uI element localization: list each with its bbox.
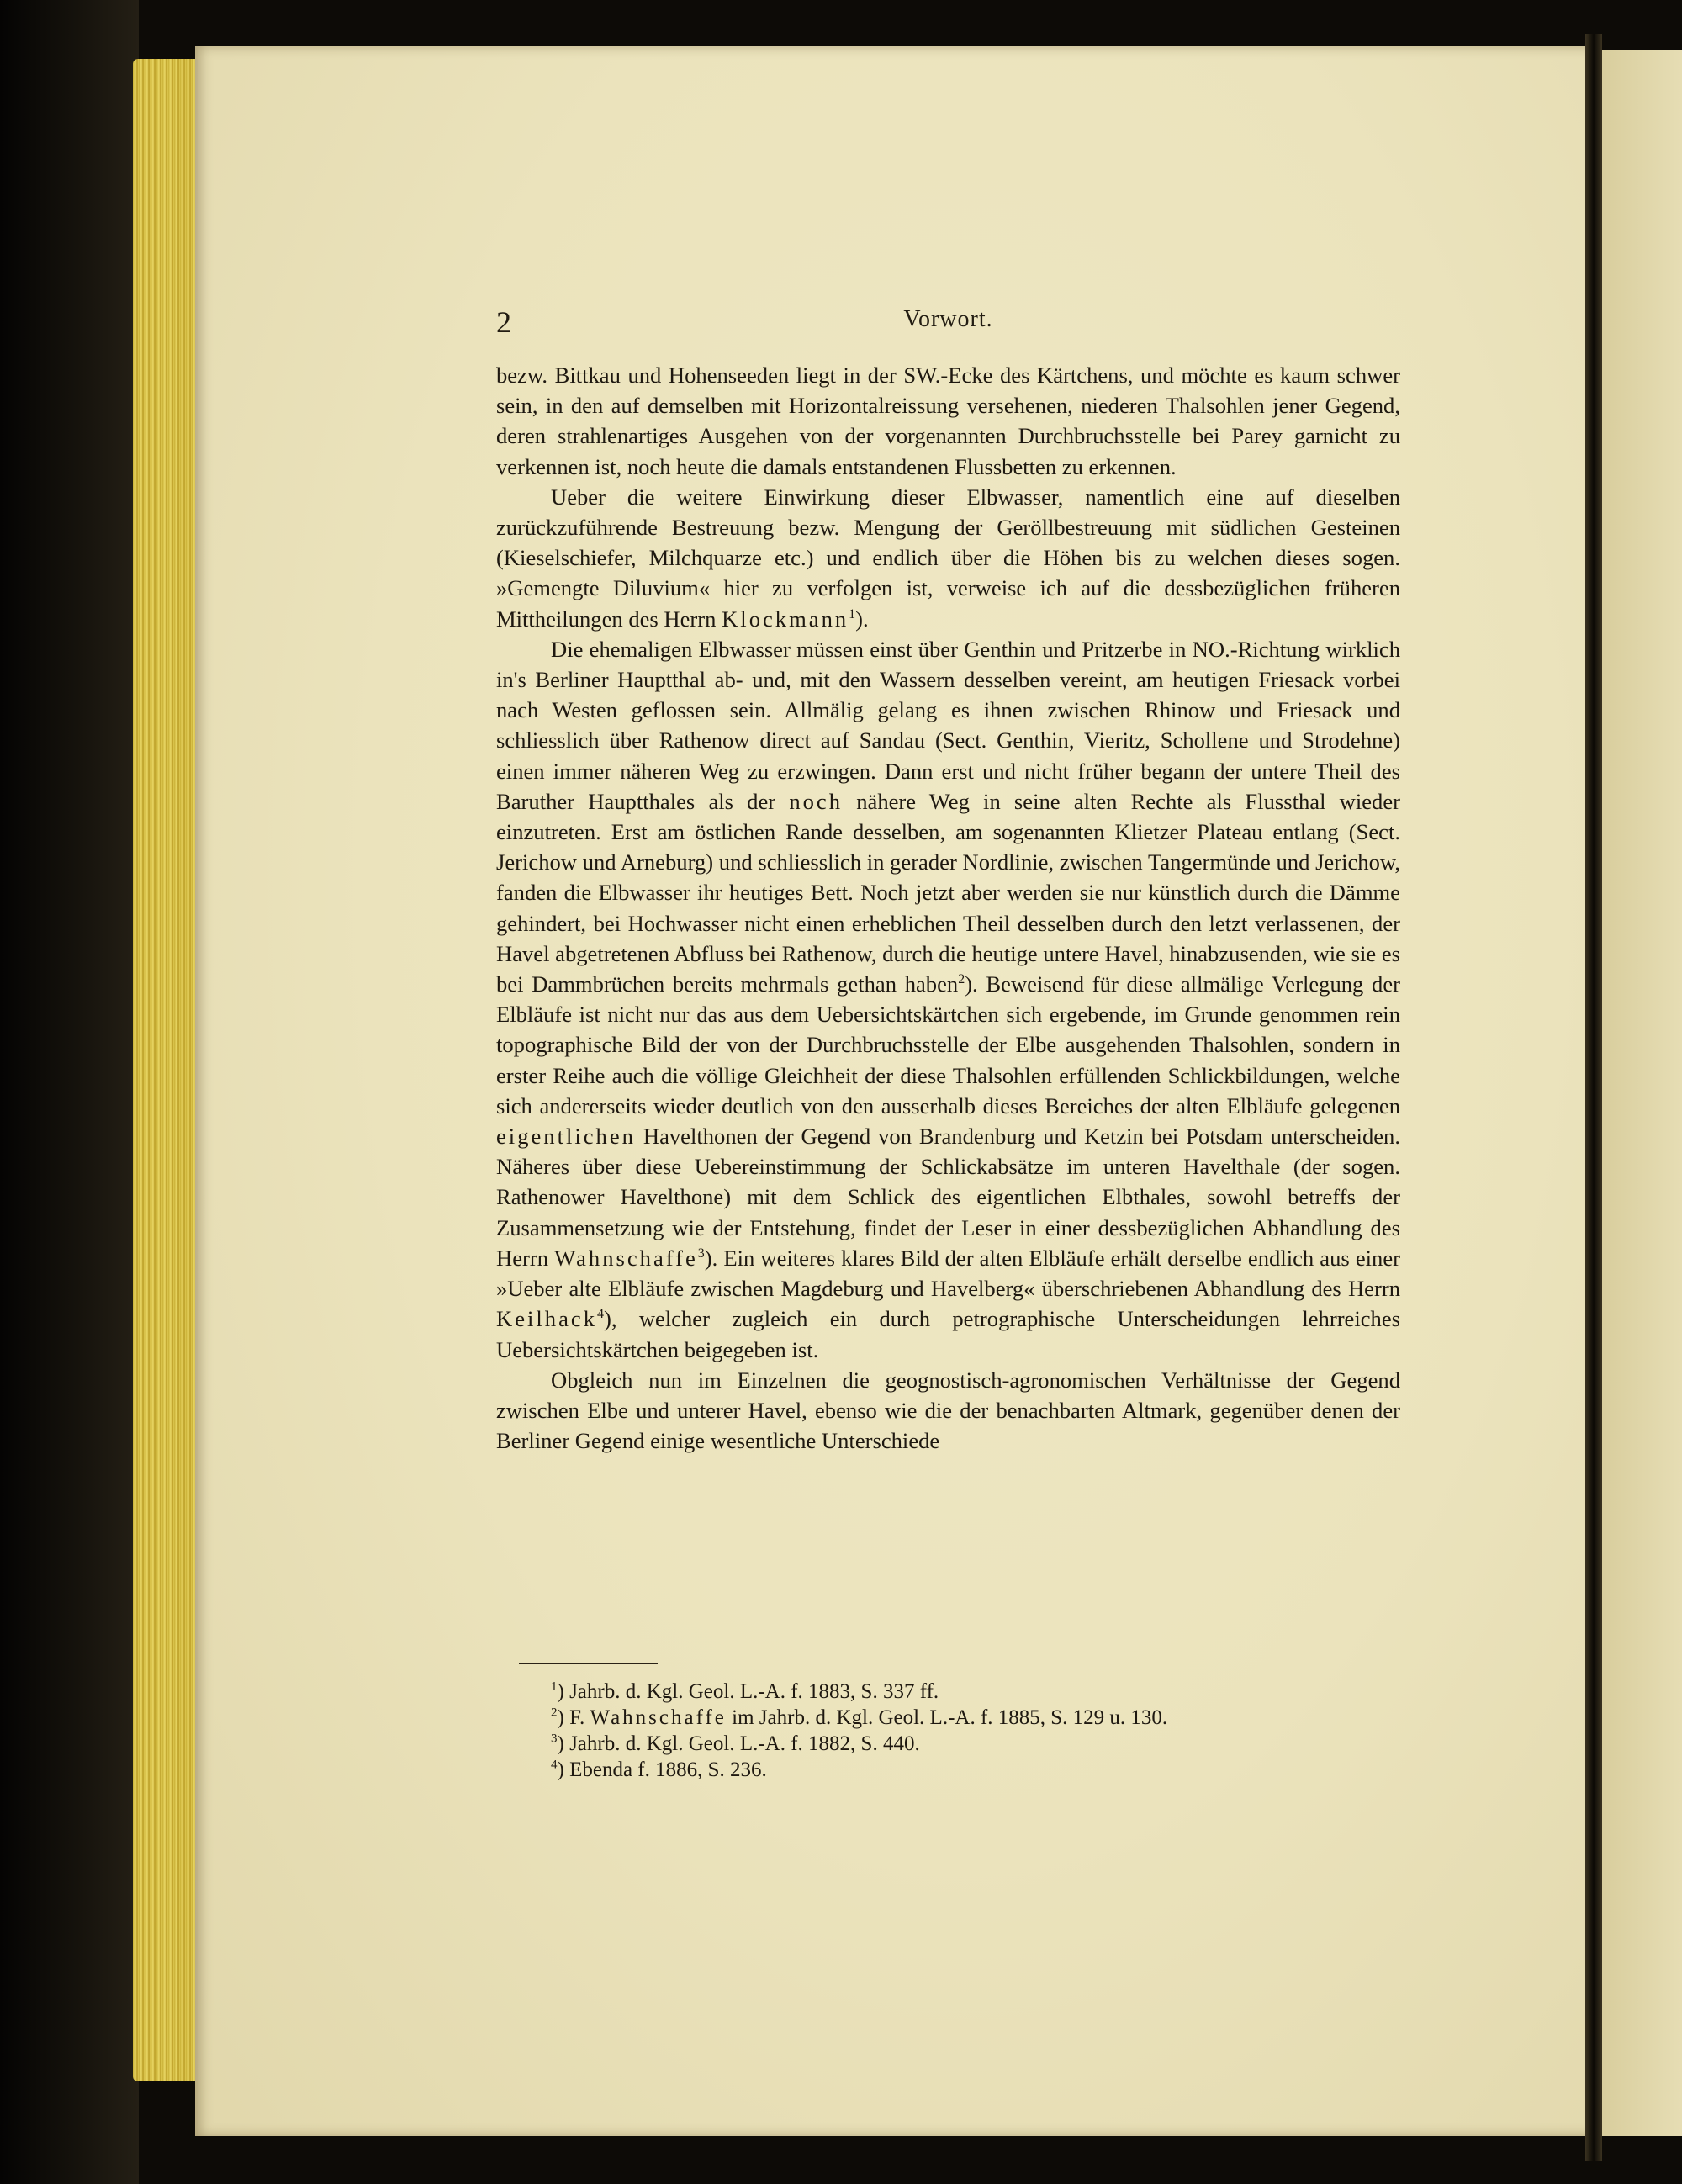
- paragraph-1: [496, 360, 1400, 482]
- footnote-1-number: 1: [551, 1679, 558, 1694]
- paragraph-4: [496, 1365, 1400, 1457]
- footnote-4-number: 4: [551, 1758, 558, 1772]
- footnote-1: [551, 1679, 1400, 1705]
- running-title: Vorwort.: [903, 306, 993, 332]
- paragraph-4-text: Obgleich nun im Einzelnen die geognostisch-agronomischen Verhältnisse der Gegend zwischen Elbe und unterer Havel, ebenso wie die der benachbarten Altmark, gegenüber denen der Berliner Gegend einige wesentliche Unterschiede: [496, 1367, 1400, 1454]
- paragraph-3-text-d: Havelthonen der Gegend von Brandenburg und Ketzin bei Potsdam unterscheiden. Näheres über diese Uebereinstimmung der Schlickabsätze im unteren Havelthale (der sogen. Rathenower Havelthone) mit dem Schlick des eigentlichen Elbthales, sowohl betreffs der Zusammensetzung wie der Entstehung, findet der Leser in einer dessbezüglichen Abhandlung des Herrn: [496, 1124, 1400, 1271]
- footnote-ref-1: 1: [849, 606, 856, 621]
- footnotes: [551, 1679, 1400, 1783]
- body-text: [496, 360, 1400, 1456]
- footnote-3-text: ) Jahrb. d. Kgl. Geol. L.-A. f. 1882, S. 440.: [557, 1732, 920, 1755]
- footnote-ref-2: 2: [958, 972, 965, 987]
- emphasis-noch: noch: [789, 788, 844, 814]
- footnote-2-text-b: im Jahrb. d. Kgl. Geol. L.-A. f. 1885, S. 129 u. 130.: [726, 1706, 1168, 1729]
- emphasis-eigentlichen: eigentlichen: [496, 1124, 636, 1150]
- book-binding: [0, 0, 139, 2184]
- footnote-2-text-a: ) F.: [557, 1706, 590, 1729]
- page-number: 2: [496, 305, 511, 339]
- paragraph-2-text-a: Ueber die weitere Einwirkung dieser Elbwasser, namentlich eine auf dieselben zurückzuführende Bestreuung bezw. Mengung der Geröllbestreuung mit südlichen Gesteinen (Kieselschiefer, Milchquarze etc.) und endlich über die Höhen bis zu welchen dieses sogen. »Gemengte Diluvium« hier zu verfolgen ist, verweise ich auf die dessbezüglichen früheren Mittheilungen des Herrn: [496, 484, 1400, 632]
- book-gutter: [1585, 34, 1602, 2161]
- footnote-ref-3: 3: [697, 1246, 705, 1261]
- page-edges: [133, 59, 200, 2081]
- author-name-keilhack: Keilhack: [496, 1306, 597, 1332]
- paragraph-3-text-f: ), welcher zugleich ein durch petrographische Unterscheidungen lehrreiches Uebersichtskärtchen beigegeben ist.: [496, 1306, 1400, 1362]
- paragraph-2: [496, 482, 1400, 634]
- paragraph-3-text-e: ). Ein weiteres klares Bild der alten Elbläufe erhält derselbe endlich aus einer »Ueber alte Elbläufe zwischen Magdeburg und Havelberg« überschriebenen Abhandlung des Herrn: [496, 1245, 1400, 1302]
- footnote-4: [551, 1757, 1400, 1783]
- paragraph-2-text-b: ).: [855, 605, 869, 632]
- footnote-2-author: Wahnschaffe: [590, 1706, 727, 1729]
- author-name-wahnschaffe: Wahnschaffe: [554, 1245, 698, 1271]
- footnote-ref-4: 4: [597, 1307, 604, 1322]
- page-header: [496, 304, 1400, 346]
- footnote-2: [551, 1705, 1400, 1731]
- footnote-3: [551, 1731, 1400, 1757]
- paragraph-3-text-a: Die ehemaligen Elbwasser müssen einst über Genthin und Pritzerbe in NO.-Richtung wirklich in's Berliner Hauptthal ab- und, mit den Wassern desselben vereint, am heutigen Friesack vorbei nach Westen geflossen sein. Allmälig gelang es ihnen zwischen Rhinow und Friesack und schliesslich über Rathenow direct auf Sandau (Sect. Genthin, Vieritz, Schollene und Strodehne) einen immer näheren Weg zu erzwingen. Dann erst und nicht früher begann der untere Theil des Baruther Hauptthales als der: [496, 636, 1400, 814]
- paragraph-3-text-c: ). Beweisend für diese allmälige Verlegung der Elbläufe ist nicht nur das aus dem Uebersichtskärtchen sich ergebende, im Grunde genommen rein topographische Bild der von der Durchbruchsstelle der Elbe ausgehenden Thalsohlen, sondern in erster Reihe auch die völlige Gleichheit der diese Thalsohlen erfüllenden Schlickbildungen, welche sich andererseits wieder deutlich von den ausserhalb dieses Bereiches der alten Elbläufe gelegenen: [496, 971, 1400, 1118]
- author-name-klockmann: Klockmann: [722, 605, 849, 632]
- footnote-1-text: ) Jahrb. d. Kgl. Geol. L.-A. f. 1883, S. 337 ff.: [557, 1680, 939, 1703]
- footnote-separator: [519, 1663, 658, 1664]
- footnote-2-number: 2: [551, 1705, 558, 1720]
- footnote-4-text: ) Ebenda f. 1886, S. 236.: [557, 1758, 767, 1781]
- footnote-3-number: 3: [551, 1732, 558, 1746]
- paragraph-3-text-b: nähere Weg in seine alten Rechte als Flussthal wieder einzutreten. Erst am östlichen Rande desselben, am sogenannten Klietzer Plateau entlang (Sect. Jerichow und Arneburg) und schliesslich in gerader Nordlinie, zwischen Tangermünde und Jerichow, fanden die Elbwasser ihr heutiges Bett. Noch jetzt aber werden sie nur künstlich durch die Dämme gehindert, bei Hochwasser nicht einen erheblichen Theil desselben durch den letzt verlassenen, der Havel abgetretenen Abfluss bei Rathenow, durch die heutige untere Havel, hinabzusenden, wie sie es bei Dammbrüchen bereits mehrmals gethan haben: [496, 788, 1400, 997]
- paragraph-3: [496, 634, 1400, 1365]
- paragraph-1-text: bezw. Bittkau und Hohenseeden liegt in der SW.-Ecke des Kärtchens, und möchte es kaum schwer sein, in den auf demselben mit Horizontalreissung versehenen, niederen Thalsohlen jener Gegend, deren strahlenartiges Ausgehen von der vorgenannten Durchbruchsstelle bei Parey garnicht zu verkennen ist, noch heute die damals entstandenen Flussbetten zu erkennen.: [496, 362, 1400, 479]
- facing-page-edge: [1598, 50, 1682, 2136]
